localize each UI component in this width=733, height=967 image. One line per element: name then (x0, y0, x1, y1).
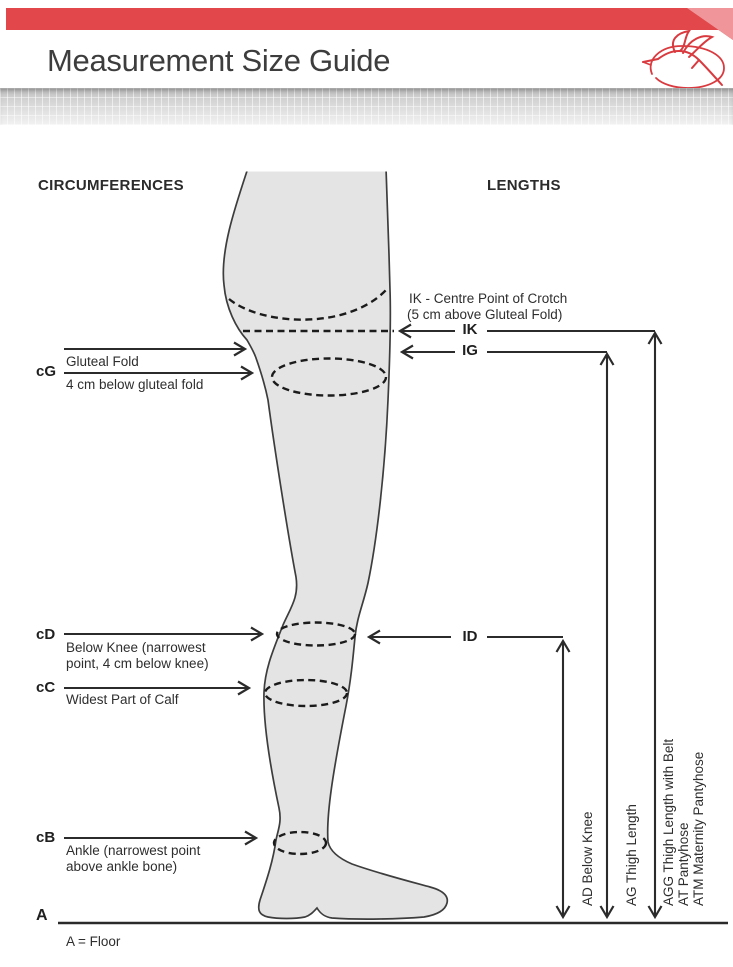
cg-label-top: Gluteal Fold (66, 354, 139, 369)
atm-length-label: ATM Maternity Pantyhose (690, 751, 706, 906)
ik-code: IK (462, 321, 478, 338)
ag-length-label: AG Thigh Length (624, 804, 639, 906)
leg-shape (223, 168, 447, 919)
cg-label-bottom: 4 cm below gluteal fold (66, 377, 204, 392)
page-title: Measurement Size Guide (47, 43, 391, 78)
circumferences-heading: CIRCUMFERENCES (38, 177, 184, 194)
cd-label: Below Knee (narrowest point, 4 cm below knee) (66, 640, 209, 672)
lengths-heading: LENGTHS (487, 177, 561, 194)
floor-code: A (36, 907, 48, 924)
crotch-note-line2: (5 cm above Gluteal Fold) (407, 307, 563, 322)
crotch-note-line1: IK - Centre Point of Crotch (409, 291, 568, 306)
cg-code: cG (36, 363, 57, 380)
cb-label: Ankle (narrowest point above ankle bone) (66, 843, 201, 875)
ad-length-label: AD Below Knee (580, 811, 595, 906)
cb-code: cB (36, 829, 56, 846)
cd-code: cD (36, 626, 56, 643)
cc-label: Widest Part of Calf (66, 692, 179, 707)
at-length-label: AT Pantyhose (675, 822, 691, 906)
agg-length-label-group (662, 739, 706, 906)
id-code: ID (462, 628, 478, 645)
agg-length-label: AGG Thigh Length with Belt (661, 738, 676, 906)
cc-code: cC (36, 679, 56, 696)
ig-code: IG (462, 342, 478, 359)
floor-label: A = Floor (66, 934, 121, 949)
